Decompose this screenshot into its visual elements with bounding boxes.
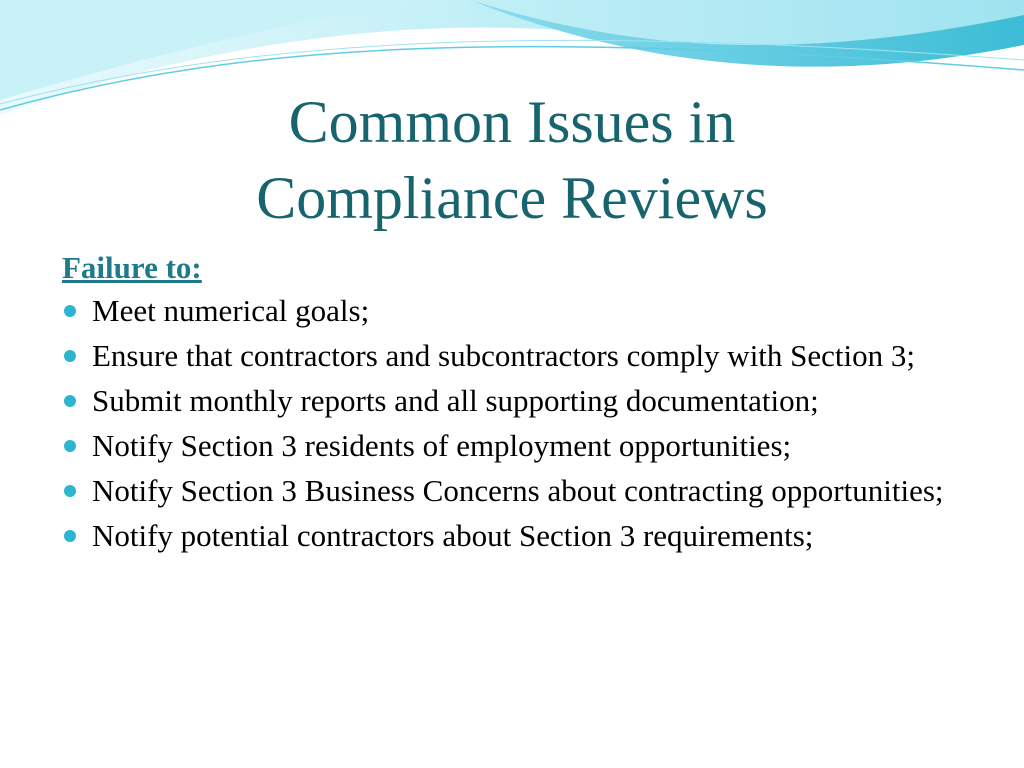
title-line-2: Compliance Reviews	[256, 165, 768, 231]
bullet-dot-icon	[64, 305, 76, 317]
bullet-item	[62, 292, 992, 329]
bullet-list	[62, 292, 992, 562]
bullet-text: Submit monthly reports and all supporting documentation;	[92, 383, 819, 418]
bullet-item	[62, 382, 992, 419]
bullet-item	[62, 337, 992, 374]
bullet-item	[62, 517, 992, 554]
subheading: Failure to:	[62, 250, 202, 285]
bullet-dot-icon	[64, 530, 76, 542]
bullet-text: Ensure that contractors and subcontractors comply with Section 3;	[92, 338, 916, 373]
bullet-dot-icon	[64, 440, 76, 452]
bullet-dot-icon	[64, 350, 76, 362]
bullet-dot-icon	[64, 485, 76, 497]
slide-title	[0, 84, 1024, 236]
title-line-1: Common Issues in	[288, 89, 736, 155]
bullet-dot-icon	[64, 395, 76, 407]
bullet-item	[62, 427, 992, 464]
bullet-text: Notify Section 3 Business Concerns about contracting opportunities;	[92, 473, 944, 508]
bullet-text: Notify Section 3 residents of employment opportunities;	[92, 428, 792, 463]
bullet-text: Notify potential contractors about Section 3 requirements;	[92, 518, 814, 553]
bullet-text: Meet numerical goals;	[92, 293, 370, 328]
bullet-item	[62, 472, 992, 509]
